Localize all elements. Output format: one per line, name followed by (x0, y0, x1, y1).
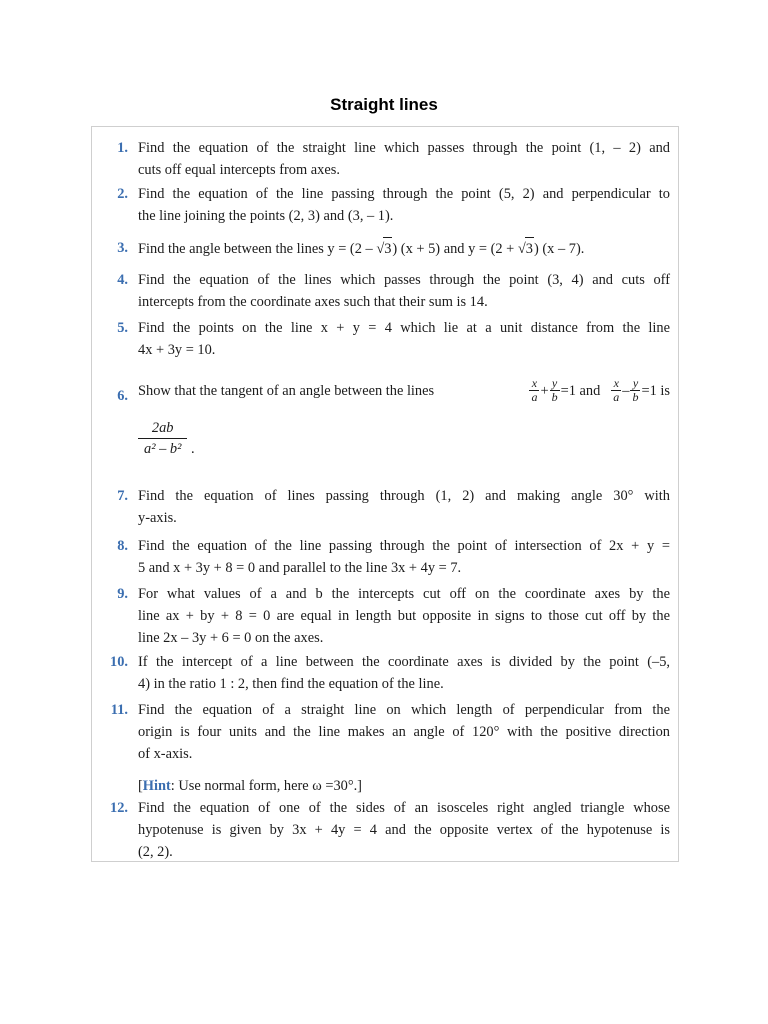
fraction-denominator: b (551, 390, 558, 404)
question-text: 4) in the ratio 1 : 2, then find the equation of the line. (138, 676, 444, 692)
question-text: line ax + by + 8 = 0 are equal in length but opposite in signs to those cut off by the (138, 608, 670, 624)
question-text: intercepts from the coordinate axes such that their sum is 14. (138, 294, 488, 310)
result-expression (138, 418, 670, 460)
question-text (138, 377, 670, 404)
question-text: Find the equation of the line passing through the point of intersection of 2x + y = (138, 538, 670, 554)
question-number: 6. (117, 388, 128, 404)
fraction-x-over-a (529, 377, 539, 404)
hint-text: : Use normal form, here ω =30°.] (170, 778, 362, 794)
question-text-part: ) (x – 7). (534, 241, 585, 257)
question-number: 10. (110, 654, 128, 670)
sqrt-radicand: 3 (383, 237, 392, 260)
fraction-numerator: y (630, 377, 640, 391)
minus-sign: – (622, 382, 630, 399)
question-text: For what values of a and b the intercepts cut off on the coordinate axes by the (138, 586, 670, 602)
question-text: Find the equation of the line passing through the point (5, 2) and perpendicular to (138, 186, 670, 202)
hint-bracket: [ (138, 778, 143, 794)
question-text: 5 and x + 3y + 8 = 0 and parallel to the line 3x + 4y = 7. (138, 560, 462, 576)
question-text: hypotenuse is given by 3x + 4y = 4 and the opposite vertex of the hypotenuse is (138, 822, 670, 838)
question-text: cuts off equal intercepts from axes. (138, 162, 340, 178)
question-text: line 2x – 3y + 6 = 0 on the axes. (138, 630, 324, 646)
fraction-y-over-b (630, 377, 640, 404)
question-text-part: . (191, 441, 195, 457)
fraction-denominator: a (613, 390, 620, 404)
fraction-numerator: x (529, 377, 539, 391)
sqrt-radicand: 3 (525, 237, 534, 260)
fraction-denominator: a (531, 390, 538, 404)
question-number: 3. (117, 240, 128, 256)
hint-line (138, 775, 670, 797)
question-number: 2. (117, 186, 128, 202)
question-text: Find the equation of one of the sides of an isosceles right angled triangle whose (138, 800, 670, 816)
question-text: of x-axis. (138, 746, 193, 762)
question-text: If the intercept of a line between the coordinate axes is divided by the point (–5, (138, 654, 670, 670)
question-text: y-axis. (138, 510, 177, 526)
exercise-panel (91, 126, 679, 862)
question-number: 4. (117, 272, 128, 288)
question-text: 4x + 3y = 10. (138, 342, 216, 358)
hint-label: Hint (142, 778, 171, 794)
question-number: 5. (117, 320, 128, 336)
question-text: Find the angle between the lines y = (2 – √3) (x + 5) and y = (2 + √3) (x – 7). (138, 237, 670, 260)
question-number: 8. (117, 538, 128, 554)
fraction-denominator: b (632, 390, 639, 404)
fraction-denominator: a² – b² (144, 441, 182, 457)
question-number: 11. (110, 702, 128, 718)
fraction-numerator: y (550, 377, 560, 391)
question-number: 7. (117, 488, 128, 504)
plus-sign: + (540, 382, 549, 399)
question-text: Find the equation of the straight line which passes through the point (1, – 2) and (138, 140, 670, 156)
question-text-part: Show that the tangent of an angle between the lines (138, 382, 435, 399)
fraction-numerator: x (611, 377, 621, 391)
question-text: Find the points on the line x + y = 4 which lie at a unit distance from the line (138, 320, 670, 336)
fraction-numerator: 2ab (138, 418, 187, 439)
fraction-x-over-a (611, 377, 621, 404)
question-text: Find the equation of lines passing through (1, 2) and making angle 30° with (138, 488, 670, 504)
page-title: Straight lines (330, 95, 438, 114)
question-text: origin is four units and the line makes an angle of 120° with the positive direction (138, 724, 670, 740)
question-text: Find the equation of a straight line on which length of perpendicular from the (138, 702, 670, 718)
question-text-part: =1 is (641, 382, 670, 399)
question-text-part: ) (x + 5) and y = (2 + (392, 241, 518, 257)
question-number: 1. (117, 140, 128, 156)
question-text: the line joining the points (2, 3) and (3, – 1). (138, 208, 394, 224)
tangent-expression (528, 377, 670, 404)
question-number: 9. (117, 586, 128, 602)
question-text-part: Find the angle between the lines y = (2 – (138, 241, 377, 257)
fraction-result (138, 418, 187, 459)
question-text-part: =1 and (560, 382, 601, 399)
fraction-y-over-b (550, 377, 560, 404)
question-number: 12. (110, 800, 128, 816)
question-text: (2, 2). (138, 844, 173, 860)
question-text: Find the equation of the lines which passes through the point (3, 4) and cuts off (138, 272, 670, 288)
